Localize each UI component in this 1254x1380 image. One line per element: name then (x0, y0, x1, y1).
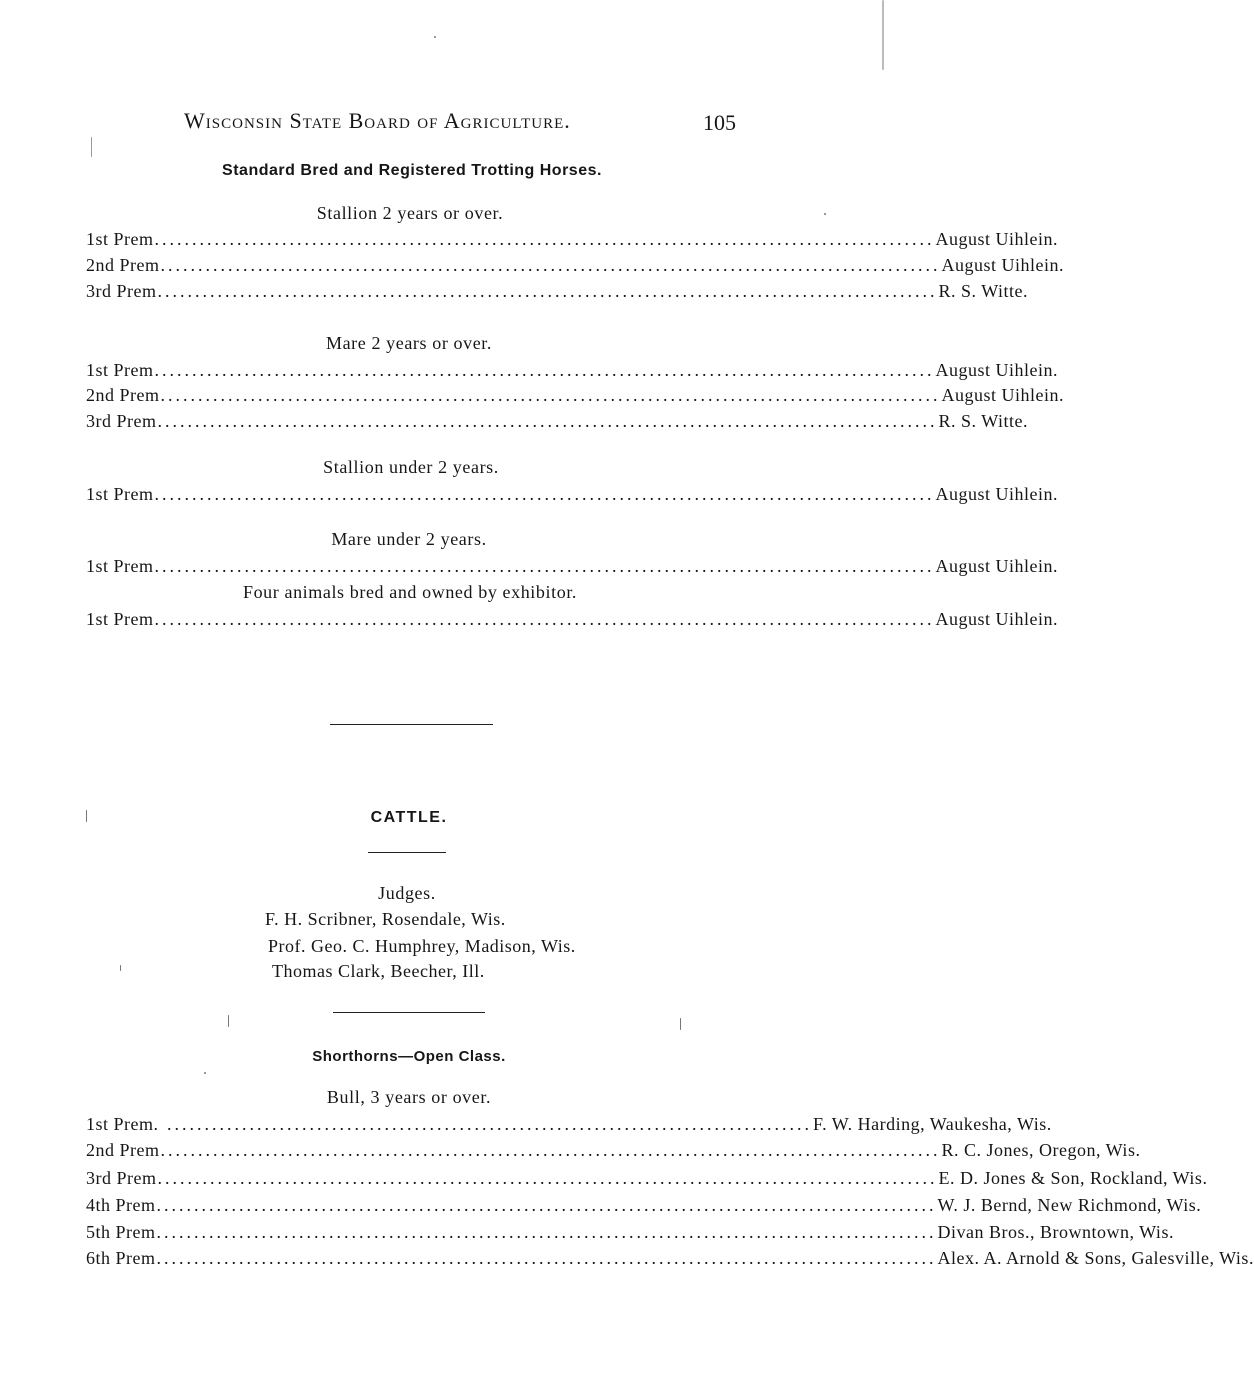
premium-place: 2nd Prem (86, 1140, 160, 1160)
premium-place: 1st Prem (86, 484, 154, 504)
section-divider (330, 724, 493, 725)
section-title-horses: Standard Bred and Registered Trotting Horses. (222, 162, 602, 179)
class-title: Four animals bred and owned by exhibitor. (242, 582, 578, 602)
premium-winner: W. J. Bernd, New Richmond, Wis. (937, 1195, 1202, 1215)
leader-dots: ........................................................................................................ (154, 609, 935, 629)
scan-speck (86, 810, 87, 822)
leader-dots: ........................................................................................................ (156, 1222, 937, 1242)
premium-entry (86, 556, 1059, 580)
leader-dots: ........................................................................................................ (154, 484, 935, 504)
subsection-title: Shorthorns—Open Class. (312, 1048, 506, 1065)
leader-dots: ........................................................................................................ (157, 1168, 938, 1188)
running-title: Wisconsin State Board of Agriculture. (184, 108, 571, 133)
premium-entry (86, 1222, 1174, 1246)
leader-dots: ........................................................................................................ (154, 360, 935, 380)
scan-speck (204, 1072, 206, 1074)
scan-speck (91, 137, 92, 157)
leader-dots: ........................................................................................................ (160, 385, 941, 405)
premium-winner: August Uihlein. (935, 484, 1059, 504)
premium-entry (86, 255, 1064, 279)
premium-entry (86, 484, 1059, 508)
premium-winner: R. S. Witte. (938, 281, 1028, 301)
leader-dots: ........................................................................................................ (154, 556, 935, 576)
page-number: 105 (703, 110, 736, 135)
scan-speck (434, 36, 436, 38)
premium-place: 1st Prem (86, 360, 154, 380)
premium-place: 6th Prem (86, 1248, 156, 1268)
leader-dots: ...................................................................................... (159, 1114, 813, 1134)
premium-entry (86, 1195, 1202, 1219)
premium-place: 1st Prem (86, 609, 154, 629)
class-title: Mare 2 years or over. (325, 333, 493, 353)
premium-place: 4th Prem (86, 1195, 156, 1215)
premium-entry (86, 609, 1059, 633)
leader-dots: ........................................................................................................ (156, 1195, 937, 1215)
premium-winner: Alex. A. Arnold & Sons, Galesville, Wis. (937, 1248, 1254, 1268)
premium-entry (86, 1114, 1052, 1138)
premium-winner: R. S. Witte. (938, 411, 1028, 431)
section-title-cattle: CATTLE. (370, 809, 448, 826)
leader-dots: ........................................................................................................ (154, 229, 935, 249)
judge-name: Thomas Clark, Beecher, Ill. (272, 961, 485, 981)
premium-winner: August Uihlein. (935, 556, 1059, 576)
judge-name: Prof. Geo. C. Humphrey, Madison, Wis. (268, 936, 576, 956)
leader-dots: ........................................................................................................ (156, 1248, 937, 1268)
class-title: Bull, 3 years or over. (326, 1087, 492, 1107)
leader-dots: ........................................................................................................ (160, 255, 941, 275)
premium-entry (86, 385, 1064, 409)
premium-winner: Divan Bros., Browntown, Wis. (937, 1222, 1174, 1242)
premium-entry (86, 1140, 1141, 1164)
premium-winner: August Uihlein. (935, 229, 1059, 249)
premium-place: 5th Prem (86, 1222, 156, 1242)
scan-speck (824, 213, 826, 215)
premium-place: 3rd Prem (86, 411, 157, 431)
title-underline (368, 852, 446, 853)
premium-entry (86, 229, 1059, 253)
premium-place: 2nd Prem (86, 385, 160, 405)
judges-heading: Judges. (378, 883, 436, 903)
premium-winner: E. D. Jones & Son, Rockland, Wis. (938, 1168, 1208, 1188)
premium-winner: R. C. Jones, Oregon, Wis. (941, 1140, 1141, 1160)
class-title: Mare under 2 years. (331, 529, 487, 549)
leader-dots: ........................................................................................................ (157, 411, 938, 431)
premium-place: 1st Prem (86, 556, 154, 576)
premium-winner: F. W. Harding, Waukesha, Wis. (813, 1114, 1052, 1134)
premium-winner: August Uihlein. (935, 609, 1059, 629)
scan-speck (228, 1015, 229, 1027)
leader-dots: ........................................................................................................ (160, 1140, 941, 1160)
premium-entry (86, 1168, 1208, 1192)
premium-entry (86, 1248, 1254, 1272)
scan-edge (882, 0, 884, 70)
premium-entry (86, 411, 1028, 435)
scan-speck (680, 1018, 681, 1030)
premium-entry (86, 360, 1059, 384)
class-title: Stallion 2 years or over. (316, 203, 504, 223)
class-title: Stallion under 2 years. (323, 457, 499, 477)
premium-entry (86, 281, 1028, 305)
section-divider (333, 1012, 485, 1013)
premium-place: 1st Prem. (86, 1114, 159, 1134)
premium-winner: August Uihlein. (941, 385, 1064, 405)
premium-place: 3rd Prem (86, 1168, 157, 1188)
judge-name: F. H. Scribner, Rosendale, Wis. (265, 909, 506, 929)
premium-place: 1st Prem (86, 229, 154, 249)
premium-winner: August Uihlein. (941, 255, 1064, 275)
premium-winner: August Uihlein. (935, 360, 1059, 380)
premium-place: 2nd Prem (86, 255, 160, 275)
leader-dots: ........................................................................................................ (157, 281, 938, 301)
premium-place: 3rd Prem (86, 281, 157, 301)
scan-speck (120, 965, 121, 971)
